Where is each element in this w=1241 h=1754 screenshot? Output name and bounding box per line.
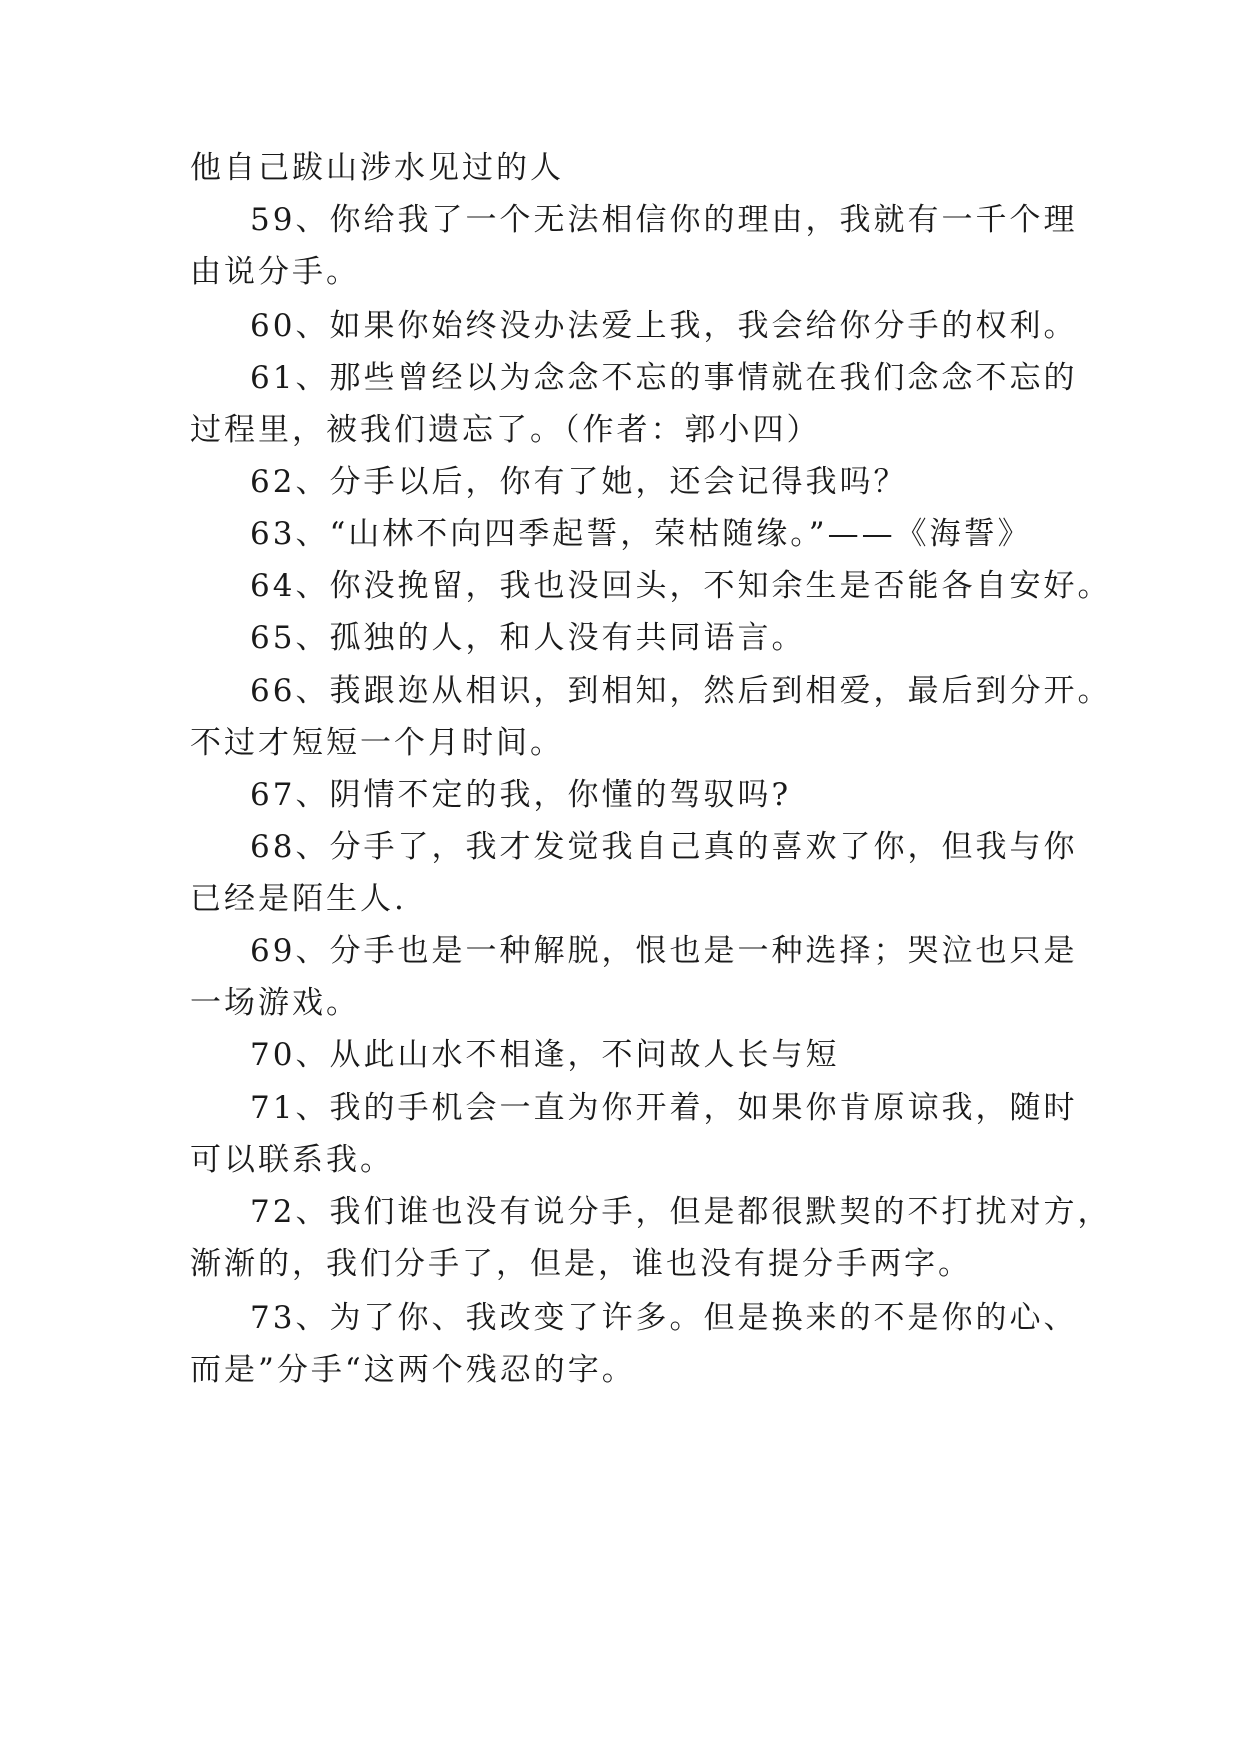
text-line: 一场游戏。 (190, 985, 360, 1021)
text-line: 68、分手了，我才发觉我自己真的喜欢了你，但我与你 (250, 829, 1078, 865)
text-line: 不过才短短一个月时间。 (190, 725, 564, 761)
text-line: 60、如果你始终没办法爱上我，我会给你分手的权利。 (250, 308, 1078, 344)
text-line: 69、分手也是一种解脱，恨也是一种选择；哭泣也只是 (250, 933, 1078, 969)
text-line: 65、孤独的人，和人没有共同语言。 (250, 620, 806, 656)
text-line: 62、分手以后，你有了她，还会记得我吗？ (250, 464, 908, 500)
text-line: 63、“山林不向四季起誓，荣枯随缘。”——《海誓》 (250, 516, 1032, 552)
text-line: 72、我们谁也没有说分手，但是都很默契的不打扰对方， (250, 1194, 1112, 1230)
text-line: 由说分手。 (190, 254, 360, 290)
text-line: 71、我的手机会一直为你开着，如果你肯原谅我，随时 (250, 1090, 1078, 1126)
text-line: 70、从此山水不相逢，不问故人长与短 (250, 1037, 840, 1073)
text-line: 而是”分手“这两个残忍的字。 (190, 1352, 636, 1388)
text-line: 他自己跋山涉水见过的人 (190, 150, 564, 186)
text-line: 67、阴情不定的我，你懂的驾驭吗? (250, 777, 792, 813)
text-line: 已经是陌生人. (190, 881, 407, 917)
text-line: 61、那些曾经以为念念不忘的事情就在我们念念不忘的 (250, 360, 1078, 396)
text-line: 73、为了你、我改变了许多。但是换来的不是你的心、 (250, 1300, 1078, 1336)
text-line: 过程里，被我们遗忘了。（作者：郭小四） (190, 412, 821, 448)
text-line: 59、你给我了一个无法相信你的理由，我就有一千个理 (250, 202, 1078, 238)
text-line: 渐渐的，我们分手了，但是，谁也没有提分手两字。 (190, 1246, 972, 1282)
text-line: 64、你没挽留，我也没回头，不知余生是否能各自安好。 (250, 568, 1112, 604)
text-line: 可以联系我。 (190, 1142, 394, 1178)
text-line: 66、莪跟迩从相识，到相知，然后到相爱，最后到分开。 (250, 673, 1112, 709)
